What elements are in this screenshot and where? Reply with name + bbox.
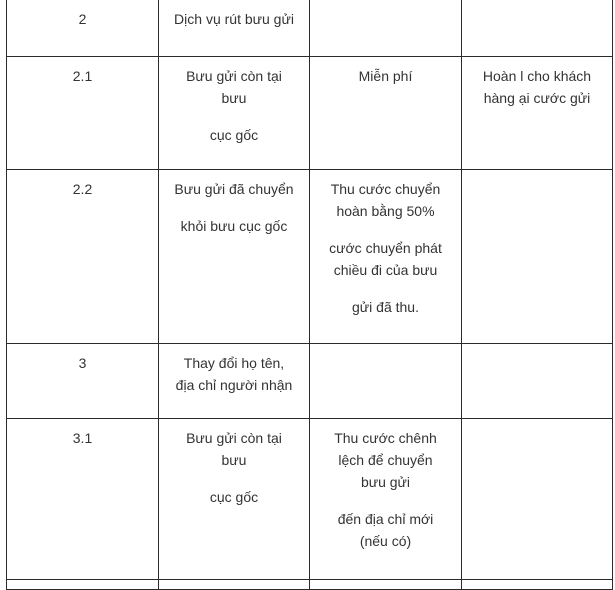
table-row (7, 344, 613, 419)
cell-line: lệch để chuyển (338, 452, 433, 468)
cell-line: 3.1 (72, 430, 93, 446)
cell-line: khỏi bưu cục gốc (180, 218, 288, 234)
cell-service (159, 57, 310, 170)
cell-line: bưu gửi (360, 474, 411, 490)
table-row (7, 580, 613, 590)
cell-no (7, 344, 159, 419)
paragraph-gap (165, 109, 303, 124)
cell-note (462, 0, 613, 57)
cell-no (7, 0, 159, 57)
cell-line: 2.1 (72, 68, 93, 84)
cell-line: đến địa chỉ mới (337, 511, 434, 527)
cell-fee (310, 580, 462, 590)
cell-note (462, 344, 613, 419)
cell-line: Bưu gửi còn tại (186, 430, 282, 446)
cell-no (7, 57, 159, 170)
cell-line: 2 (78, 11, 87, 27)
table-row (7, 419, 613, 580)
cell-fee (310, 170, 462, 344)
cell-line: Bưu gửi còn tại (186, 68, 282, 84)
paragraph-gap (316, 222, 455, 237)
paragraph-gap (316, 281, 455, 296)
cell-service (159, 419, 310, 580)
cell-line: bưu (221, 90, 247, 106)
cell-service (159, 580, 310, 590)
cell-line: cước chuyển phát (329, 240, 442, 256)
paragraph-gap (316, 493, 455, 508)
cell-line: 2.2 (72, 181, 93, 197)
table-row (7, 0, 613, 57)
cell-line: gửi đã thu. (352, 299, 419, 315)
cell-fee (310, 419, 462, 580)
cell-note (462, 419, 613, 580)
cell-line: Bưu gửi đã chuyển (174, 181, 294, 197)
cell-line: địa chỉ người nhận (175, 377, 293, 393)
cell-note (462, 57, 613, 170)
cell-service (159, 0, 310, 57)
cell-line: 3 (78, 355, 87, 371)
cell-line: Thay đổi họ tên, (183, 355, 285, 371)
cell-note (462, 580, 613, 590)
cell-line: Thu cước chênh (334, 430, 437, 446)
cell-note (462, 170, 613, 344)
cell-line: Thu cước chuyển (330, 181, 441, 197)
fee-table (6, 0, 613, 590)
cell-line: cục gốc (209, 127, 259, 143)
cell-service (159, 170, 310, 344)
cell-line: Hoàn l cho khách (482, 68, 592, 84)
cell-no (7, 580, 159, 590)
cell-fee (310, 0, 462, 57)
cell-service (159, 344, 310, 419)
cell-line: chiều đi của bưu (333, 262, 438, 278)
cell-fee (310, 57, 462, 170)
cell-line: bưu (221, 452, 247, 468)
cell-line: (nếu có) (359, 533, 412, 549)
table-row (7, 57, 613, 170)
cell-line: Dịch vụ rút bưu gửi (174, 11, 294, 27)
paragraph-gap (165, 471, 303, 486)
cell-no (7, 419, 159, 580)
cell-line: Miễn phí (358, 68, 413, 84)
cell-no (7, 170, 159, 344)
paragraph-gap (165, 200, 303, 215)
cell-line: hoàn bằng 50% (336, 203, 435, 219)
cell-line: hàng ại cước gửi (483, 90, 591, 106)
cell-line: cục gốc (209, 489, 259, 505)
table-row (7, 170, 613, 344)
cell-fee (310, 344, 462, 419)
